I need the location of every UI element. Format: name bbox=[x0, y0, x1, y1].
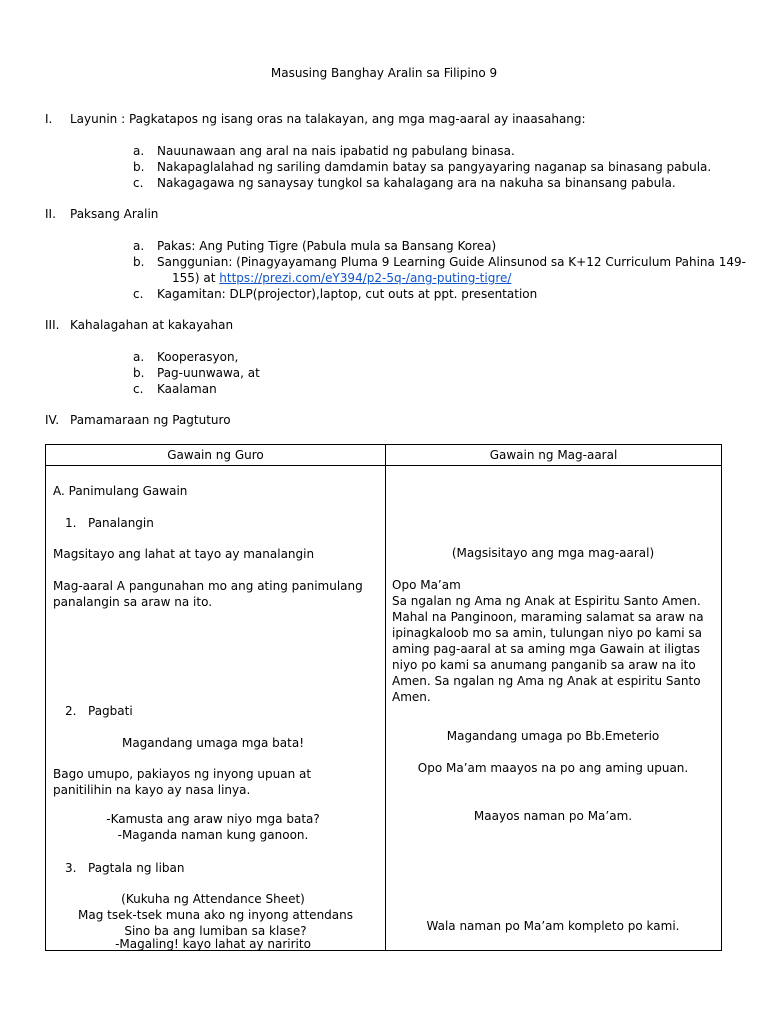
teacher-line: -Maganda naman kung ganoon. bbox=[117, 828, 309, 842]
column-header: Gawain ng Guro bbox=[167, 448, 264, 462]
list-letter: c. bbox=[133, 176, 144, 190]
teacher-line: Magsitayo ang lahat at tayo ay manalangin bbox=[53, 547, 315, 561]
step-number: 1. bbox=[65, 516, 77, 530]
teacher-line: Bago umupo, pakiayos ng inyong upuan at panitilihin na kayo ay nasa linya. bbox=[53, 767, 312, 797]
step-title: Pagbati bbox=[88, 704, 133, 718]
section-number: IV. bbox=[45, 413, 60, 427]
student-line: Opo Ma’am bbox=[392, 578, 461, 592]
teacher-line: -Magaling! kayo lahat ay naririto bbox=[115, 937, 311, 951]
step-number: 3. bbox=[65, 861, 77, 875]
teacher-line: -Kamusta ang araw niyo mga bata? bbox=[106, 812, 320, 826]
student-line: Maayos naman po Ma’am. bbox=[473, 809, 633, 823]
list-item: Kaalaman bbox=[157, 382, 217, 396]
list-item: Nauunawaan ang aral na nais ipabatid ng pabulang binasa. bbox=[157, 144, 515, 158]
step-title: Pagtala ng liban bbox=[88, 861, 185, 875]
section-number: III. bbox=[45, 318, 60, 332]
teacher-line: (Kukuha ng Attendance Sheet) bbox=[121, 892, 305, 906]
student-prayer: Sa ngalan ng Ama ng Anak at Espiritu Santo Amen. Mahal na Panginoon, maraming salamat sa araw na ipinagkaloob mo sa amin, tulungan niyo po kami sa aming pag-aaral at sa aming mga Gawain at iligtas niyo po kami sa anumang panganib sa araw na ito Amen. Sa ngalan ng Ama ng Anak at espiritu Santo Amen. bbox=[392, 594, 704, 704]
list-item: Nakagagawa ng sanaysay tungkol sa kahalagang ara na nakuha sa binansang pabula. bbox=[157, 176, 676, 190]
teacher-line: Mag-aaral A pangunahan mo ang ating panimulang panalangin sa araw na ito. bbox=[53, 579, 363, 609]
list-item: Sanggunian: (Pinagyayamang Pluma 9 Learning Guide Alinsunod sa K+12 Curriculum Pahina 149- bbox=[157, 255, 746, 269]
list-letter: c. bbox=[133, 287, 144, 301]
list-letter: b. bbox=[133, 160, 145, 174]
list-item: Pakas: Ang Puting Tigre (Pabula mula sa Bansang Korea) bbox=[157, 239, 497, 253]
list-letter: a. bbox=[133, 239, 145, 253]
list-letter: a. bbox=[133, 350, 145, 364]
list-item: Pag-uunwawa, at bbox=[157, 366, 260, 380]
student-line: Wala naman po Ma’am kompleto po kami. bbox=[426, 919, 680, 933]
list-item: Kooperasyon, bbox=[157, 350, 239, 364]
column-divider bbox=[385, 445, 386, 950]
list-letter: b. bbox=[133, 255, 145, 269]
step-title: Panalangin bbox=[88, 516, 154, 530]
list-letter: a. bbox=[133, 144, 145, 158]
section-number: I. bbox=[45, 112, 53, 126]
teacher-line: Mag tsek-tsek muna ako ng inyong attendans Sino ba ang lumiban sa klase? bbox=[78, 908, 353, 938]
list-letter: c. bbox=[133, 382, 144, 396]
section-number: II. bbox=[45, 207, 56, 221]
section-heading: Kahalagahan at kakayahan bbox=[70, 318, 234, 332]
list-item-continuation-text: 155) at bbox=[172, 271, 220, 285]
teacher-line: Magandang umaga mga bata! bbox=[121, 736, 305, 750]
student-line: (Magsisitayo ang mga mag-aaral) bbox=[451, 546, 655, 560]
step-number: 2. bbox=[65, 704, 77, 718]
lesson-table bbox=[45, 444, 722, 951]
list-item: Kagamitan: DLP(projector),laptop, cut outs at ppt. presentation bbox=[157, 287, 538, 301]
page-title: Masusing Banghay Aralin sa Filipino 9 bbox=[270, 66, 498, 80]
list-item-continuation bbox=[172, 270, 511, 286]
student-line: Opo Ma’am maayos na po ang aming upuan. bbox=[417, 761, 689, 775]
student-line: Magandang umaga po Bb.Emeterio bbox=[446, 729, 660, 743]
reference-link[interactable]: https://prezi.com/eY394/p2-5q-/ang-puting-tigre/ bbox=[219, 271, 512, 285]
section-heading: Pamamaraan ng Pagtuturo bbox=[70, 413, 231, 427]
list-letter: b. bbox=[133, 366, 145, 380]
header-divider bbox=[46, 465, 721, 466]
list-item: Nakapaglalahad ng sariling damdamin batay sa pangyayaring naganap sa binasang pabula. bbox=[157, 160, 712, 174]
subsection-title: A. Panimulang Gawain bbox=[53, 484, 188, 498]
section-heading: Paksang Aralin bbox=[70, 207, 159, 221]
section-heading: Layunin : Pagkatapos ng isang oras na talakayan, ang mga mag-aaral ay inaasahang: bbox=[70, 112, 586, 126]
column-header: Gawain ng Mag-aaral bbox=[489, 448, 618, 462]
